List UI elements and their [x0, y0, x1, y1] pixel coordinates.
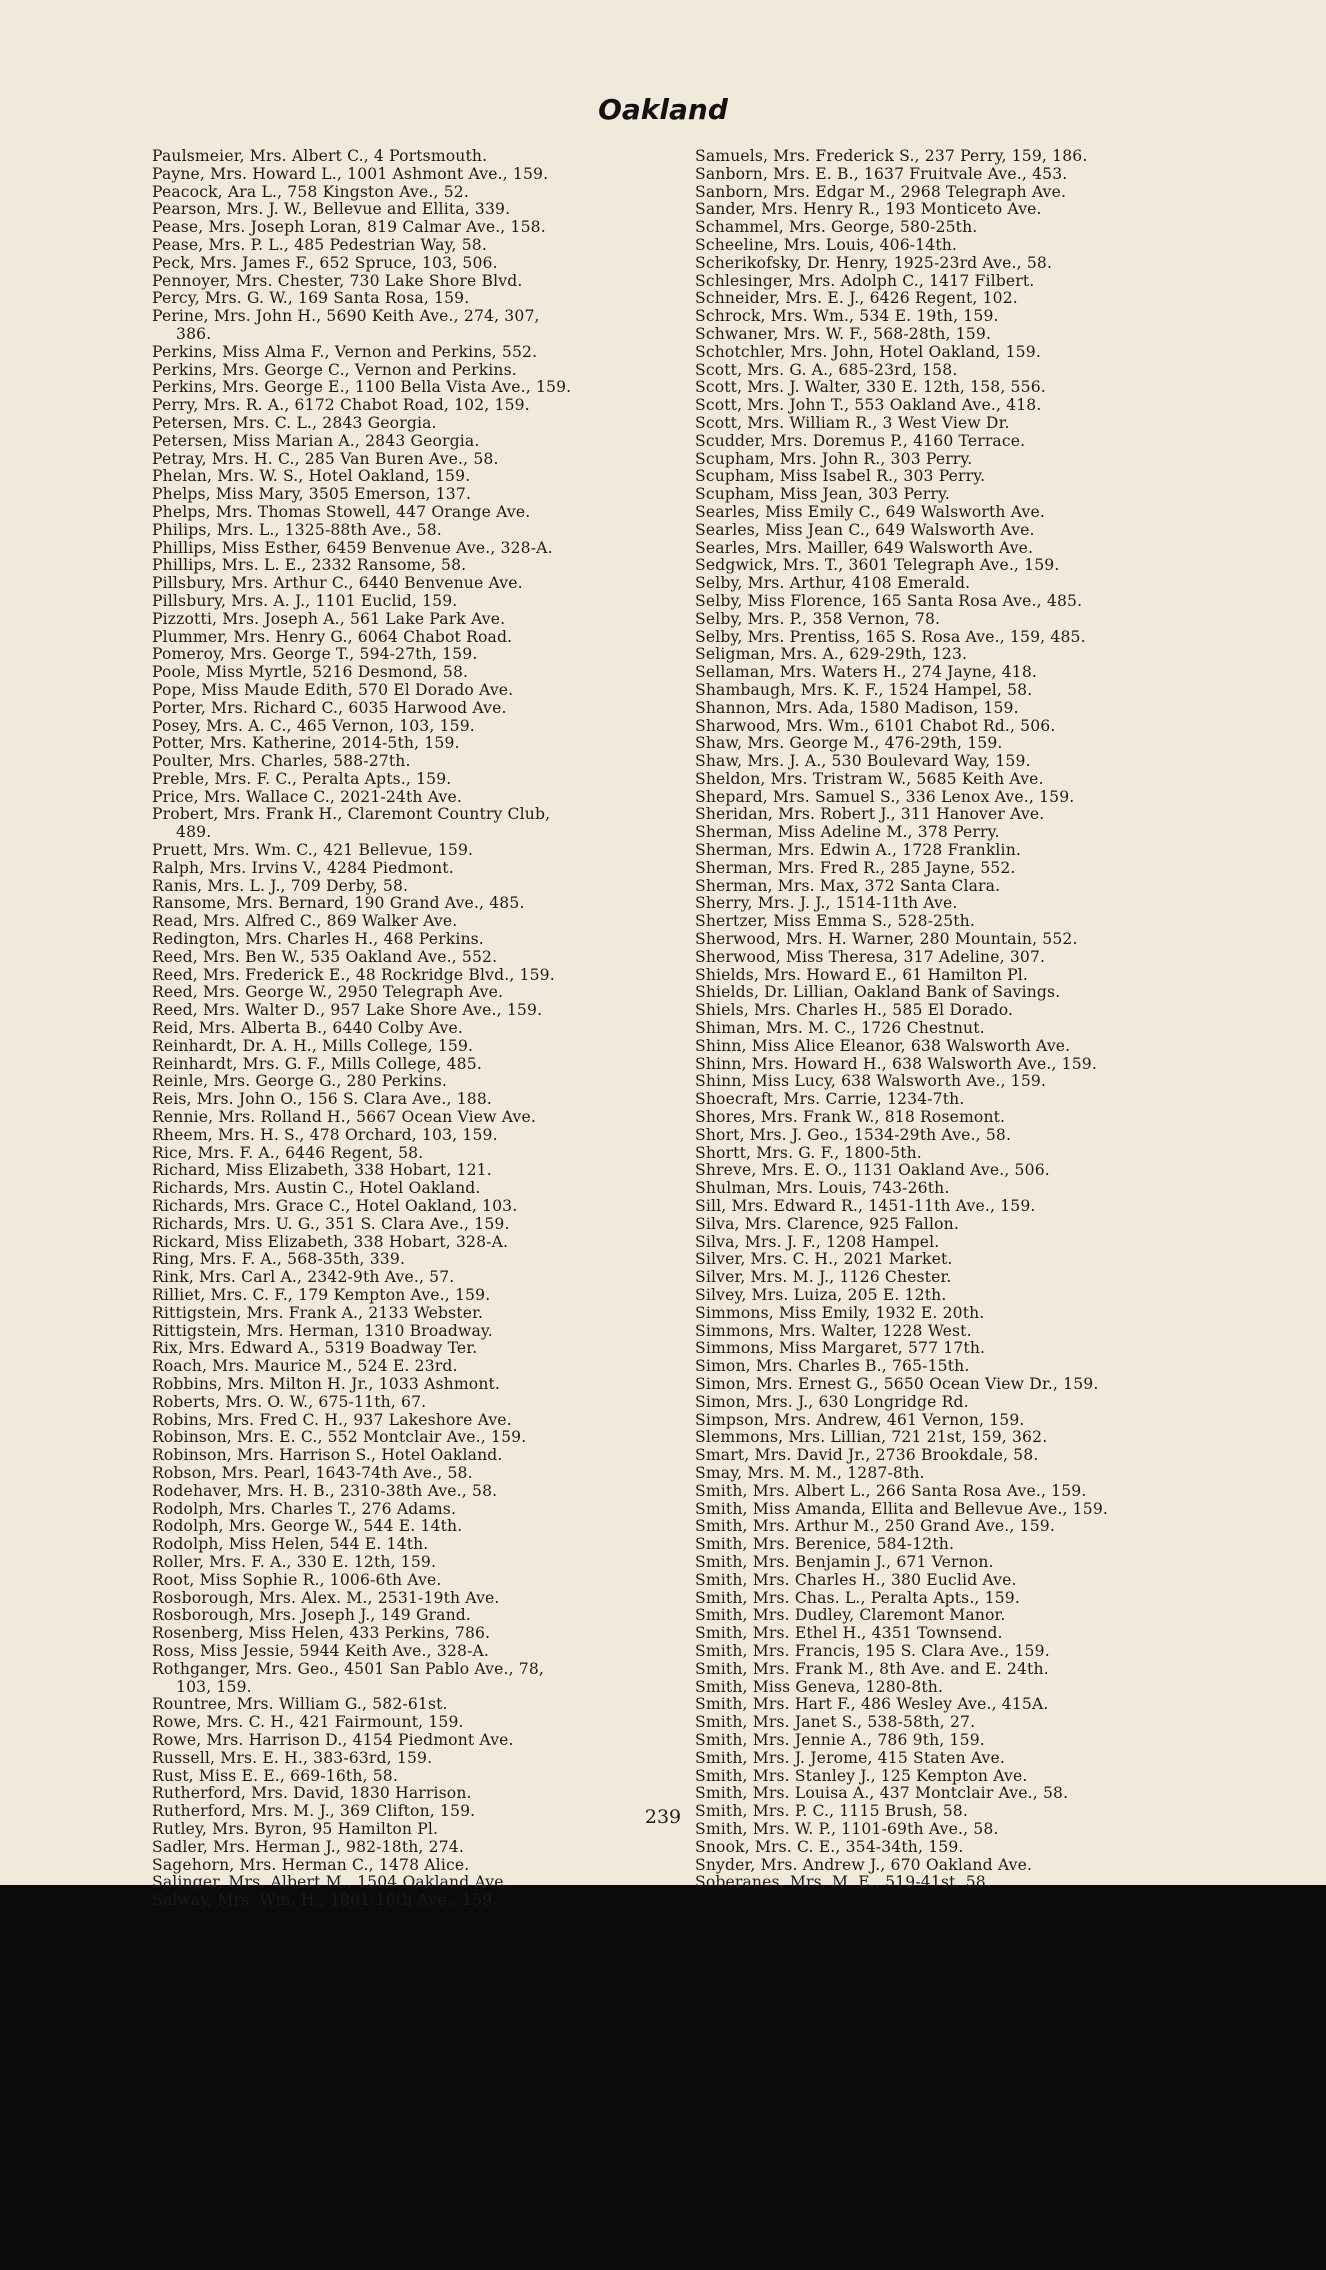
directory-entry: Sherwood, Miss Theresa, 317 Adeline, 307.	[695, 947, 1046, 966]
directory-entry: Smay, Mrs. M. M., 1287-8th.	[695, 1463, 925, 1482]
directory-entry: Scott, Mrs. William R., 3 West View Dr.	[695, 413, 1010, 432]
directory-entry: Phillips, Mrs. L. E., 2332 Ransome, 58.	[152, 556, 467, 575]
directory-entry: Simmons, Miss Emily, 1932 E. 20th.	[695, 1303, 985, 1322]
directory-entry: Porter, Mrs. Richard C., 6035 Harwood Ave.	[152, 698, 507, 717]
directory-entry: Snyder, Mrs. Andrew J., 670 Oakland Ave.	[695, 1855, 1033, 1874]
directory-entry: Smith, Mrs. Francis, 195 S. Clara Ave., 159.	[695, 1641, 1050, 1660]
directory-entry: Sedgwick, Mrs. T., 3601 Telegraph Ave., 159.	[695, 556, 1060, 575]
directory-entry: Richards, Mrs. U. G., 351 S. Clara Ave., 159.	[152, 1214, 510, 1233]
directory-entry: Sellaman, Mrs. Waters H., 274 Jayne, 418.	[695, 663, 1038, 682]
directory-entry: Pizzotti, Mrs. Joseph A., 561 Lake Park Ave.	[152, 609, 506, 628]
directory-entry: Percy, Mrs. G. W., 169 Santa Rosa, 159.	[152, 289, 470, 308]
directory-entry: Schlesinger, Mrs. Adolph C., 1417 Filbert.	[695, 271, 1035, 290]
directory-entry: Preble, Mrs. F. C., Peralta Apts., 159.	[152, 769, 452, 788]
directory-entry: Pillsbury, Mrs. Arthur C., 6440 Benvenue Ave.	[152, 574, 523, 593]
directory-entry: Ring, Mrs. F. A., 568-35th, 339.	[152, 1250, 406, 1269]
directory-entry: Sanborn, Mrs. E. B., 1637 Fruitvale Ave., 453.	[695, 164, 1068, 183]
directory-entry: Smith, Mrs. P. C., 1115 Brush, 58.	[695, 1802, 968, 1821]
directory-entry: Plummer, Mrs. Henry G., 6064 Chabot Road.	[152, 627, 513, 646]
directory-entry: Reinhardt, Mrs. G. F., Mills College, 485.	[152, 1054, 482, 1073]
directory-entry: Smith, Mrs. J. Jerome, 415 Staten Ave.	[695, 1748, 1006, 1767]
directory-entry: Smith, Mrs. Chas. L., Peralta Apts., 159.	[695, 1588, 1020, 1607]
directory-entry: Peck, Mrs. James F., 652 Spruce, 103, 506.	[152, 253, 498, 272]
directory-entry: Shaw, Mrs. George M., 476-29th, 159.	[695, 734, 1003, 753]
directory-entry: Reinhardt, Dr. A. H., Mills College, 159.	[152, 1036, 474, 1055]
directory-entry: Robson, Mrs. Pearl, 1643-74th Ave., 58.	[152, 1463, 473, 1482]
directory-entry: Shiels, Mrs. Charles H., 585 El Dorado.	[695, 1001, 1014, 1020]
directory-entry: Searles, Mrs. Mailler, 649 Walsworth Ave.	[695, 538, 1034, 557]
directory-entry: Seligman, Mrs. A., 629-29th, 123.	[695, 645, 968, 664]
directory-entry: Rilliet, Mrs. C. F., 179 Kempton Ave., 159.	[152, 1286, 491, 1304]
directory-entry: Phelan, Mrs. W. S., Hotel Oakland, 159.	[152, 467, 471, 486]
directory-entry: Phillips, Miss Esther, 6459 Benvenue Ave., 328-A.	[152, 538, 553, 557]
directory-entry: Reed, Mrs. Frederick E., 48 Rockridge Blvd., 159.	[152, 965, 555, 984]
directory-entry: Phelps, Mrs. Thomas Stowell, 447 Orange Ave.	[152, 502, 531, 521]
directory-entry: Scheeline, Mrs. Louis, 406-14th.	[695, 235, 958, 254]
directory-entry: Rheem, Mrs. H. S., 478 Orchard, 103, 159.	[152, 1125, 498, 1144]
directory-entry: Philips, Mrs. L., 1325-88th Ave., 58.	[152, 520, 442, 539]
directory-entry: Ralph, Mrs. Irvins V., 4284 Piedmont.	[152, 858, 454, 877]
directory-entry: Scott, Mrs. John T., 553 Oakland Ave., 418.	[695, 396, 1042, 415]
directory-entry: Simmons, Mrs. Walter, 1228 West.	[695, 1321, 972, 1340]
directory-entry: Rust, Miss E. E., 669-16th, 58.	[152, 1766, 398, 1785]
directory-entry: Smith, Mrs. Dudley, Claremont Manor.	[695, 1606, 1006, 1625]
directory-entry: Phelps, Miss Mary, 3505 Emerson, 137.	[152, 485, 472, 504]
directory-entry: Sheridan, Mrs. Robert J., 311 Hanover Ave.	[695, 805, 1045, 824]
directory-entry: Sheldon, Mrs. Tristram W., 5685 Keith Ave.	[695, 769, 1044, 788]
directory-entry: Sagehorn, Mrs. Herman C., 1478 Alice.	[152, 1855, 470, 1874]
directory-entry: 386.	[176, 324, 212, 343]
directory-entry: Simpson, Mrs. Andrew, 461 Vernon, 159.	[695, 1410, 1025, 1429]
directory-entry: Ross, Miss Jessie, 5944 Keith Ave., 328-A.	[152, 1641, 490, 1660]
directory-entry: Pease, Mrs. P. L., 485 Pedestrian Way, 58.	[152, 235, 487, 254]
directory-entry: Shambaugh, Mrs. K. F., 1524 Hampel, 58.	[695, 680, 1033, 699]
directory-entry: Pennoyer, Mrs. Chester, 730 Lake Shore Blvd.	[152, 271, 523, 290]
directory-entry: Rickard, Miss Elizabeth, 338 Hobart, 328-A.	[152, 1232, 509, 1251]
directory-entry: Peacock, Ara L., 758 Kingston Ave., 52.	[152, 182, 469, 201]
directory-entry: Payne, Mrs. Howard L., 1001 Ashmont Ave., 159.	[152, 164, 549, 183]
right-column	[695, 148, 1225, 1892]
directory-entry: Simon, Mrs. Ernest G., 5650 Ocean View Dr., 159.	[695, 1374, 1099, 1393]
directory-entry: Robinson, Mrs. E. C., 552 Montclair Ave., 159.	[152, 1428, 527, 1447]
directory-entry: Smith, Mrs. Hart F., 486 Wesley Ave., 415A.	[695, 1695, 1049, 1714]
directory-entry: Rink, Mrs. Carl A., 2342-9th Ave., 57.	[152, 1268, 455, 1287]
directory-entry: Selby, Mrs. Prentiss, 165 S. Rosa Ave., 159, 485.	[695, 627, 1086, 646]
directory-entry: Sill, Mrs. Edward R., 1451-11th Ave., 159.	[695, 1197, 1036, 1216]
directory-entry: Rodehaver, Mrs. H. B., 2310-38th Ave., 58.	[152, 1481, 498, 1500]
directory-entry: Perkins, Mrs. George C., Vernon and Perkins.	[152, 360, 517, 379]
directory-entry: Smith, Mrs. Albert L., 266 Santa Rosa Ave., 159.	[695, 1481, 1087, 1500]
directory-entry: Scott, Mrs. G. A., 685-23rd, 158.	[695, 360, 958, 379]
directory-entry: Salinger, Mrs. Albert M., 1504 Oakland Ave.	[152, 1873, 509, 1892]
directory-entry: Richards, Mrs. Austin C., Hotel Oakland.	[152, 1179, 481, 1198]
directory-entry: Shoecraft, Mrs. Carrie, 1234-7th.	[695, 1090, 965, 1109]
directory-entry: Robins, Mrs. Fred C. H., 937 Lakeshore Ave.	[152, 1410, 512, 1429]
directory-entry: Potter, Mrs. Katherine, 2014-5th, 159.	[152, 734, 460, 753]
directory-entry: Sanborn, Mrs. Edgar M., 2968 Telegraph Ave.	[695, 182, 1067, 201]
directory-entry: Salway, Mrs. Wm. H., 1801-10th Ave., 159.	[152, 1891, 498, 1910]
directory-entry: Ranis, Mrs. L. J., 709 Derby, 58.	[152, 876, 409, 895]
directory-entry: Rutley, Mrs. Byron, 95 Hamilton Pl.	[152, 1819, 439, 1838]
directory-entry: Petray, Mrs. H. C., 285 Van Buren Ave., 58.	[152, 449, 499, 468]
directory-entry: Rowe, Mrs. C. H., 421 Fairmount, 159.	[152, 1713, 464, 1732]
directory-entry: Sadler, Mrs. Herman J., 982-18th, 274.	[152, 1837, 464, 1856]
directory-entry: 489.	[176, 823, 212, 842]
directory-entry: Shannon, Mrs. Ada, 1580 Madison, 159.	[695, 698, 1019, 717]
directory-entry: Shinn, Miss Alice Eleanor, 638 Walsworth Ave.	[695, 1036, 1071, 1055]
directory-entry: Pearson, Mrs. J. W., Bellevue and Ellita, 339.	[152, 200, 511, 219]
directory-entry: Price, Mrs. Wallace C., 2021-24th Ave.	[152, 787, 462, 806]
directory-entry: Sherman, Mrs. Max, 372 Santa Clara.	[695, 876, 1001, 895]
directory-entry: Petersen, Miss Marian A., 2843 Georgia.	[152, 431, 480, 450]
directory-entry: Pease, Mrs. Joseph Loran, 819 Calmar Ave., 158.	[152, 218, 546, 237]
directory-entry: Selby, Miss Florence, 165 Santa Rosa Ave., 485.	[695, 591, 1083, 610]
directory-entry: Smith, Mrs. Stanley J., 125 Kempton Ave.	[695, 1766, 1028, 1785]
directory-entry: Shulman, Mrs. Louis, 743-26th.	[695, 1179, 950, 1198]
directory-entry: Rix, Mrs. Edward A., 5319 Boadway Ter.	[152, 1339, 478, 1358]
directory-entry: Pope, Miss Maude Edith, 570 El Dorado Ave.	[152, 680, 514, 699]
directory-entry: Silver, Mrs. C. H., 2021 Market.	[695, 1250, 953, 1269]
directory-entry: Smith, Miss Geneva, 1280-8th.	[695, 1677, 944, 1696]
directory-entry: Rosborough, Mrs. Joseph J., 149 Grand.	[152, 1606, 472, 1625]
directory-entry: Shertzer, Miss Emma S., 528-25th.	[695, 912, 975, 931]
directory-entry: Rittigstein, Mrs. Herman, 1310 Broadway.	[152, 1321, 493, 1340]
directory-entry: Paulsmeier, Mrs. Albert C., 4 Portsmouth.	[152, 147, 488, 165]
directory-entry: Rutherford, Mrs. David, 1830 Harrison.	[152, 1784, 472, 1803]
directory-entry: Smith, Miss Amanda, Ellita and Bellevue Ave., 159.	[695, 1499, 1109, 1518]
directory-entry: Smith, Mrs. Berenice, 584-12th.	[695, 1535, 955, 1554]
directory-entry: Simon, Mrs. Charles B., 765-15th.	[695, 1357, 970, 1376]
directory-entry: Smith, Mrs. Benjamin J., 671 Vernon.	[695, 1552, 994, 1571]
directory-entry: Snook, Mrs. C. E., 354-34th, 159.	[695, 1837, 964, 1856]
directory-entry: Schotchler, Mrs. John, Hotel Oakland, 159.	[695, 342, 1041, 361]
directory-entry: Perine, Mrs. John H., 5690 Keith Ave., 274, 307,	[152, 307, 540, 326]
directory-entry: Scherikofsky, Dr. Henry, 1925-23rd Ave., 58.	[695, 253, 1053, 272]
page-number: 239	[644, 1806, 682, 1828]
directory-entry: Silva, Mrs. Clarence, 925 Fallon.	[695, 1214, 959, 1233]
directory-entry: Short, Mrs. J. Geo., 1534-29th Ave., 58.	[695, 1125, 1012, 1144]
directory-entry: Samuels, Mrs. Frederick S., 237 Perry, 159, 186.	[695, 147, 1088, 165]
directory-entry: Smith, Mrs. Arthur M., 250 Grand Ave., 159.	[695, 1517, 1055, 1536]
directory-entry: Russell, Mrs. E. H., 383-63rd, 159.	[152, 1748, 433, 1767]
directory-entry: Silver, Mrs. M. J., 1126 Chester.	[695, 1268, 952, 1287]
directory-entry: Schammel, Mrs. George, 580-25th.	[695, 218, 978, 237]
directory-entry: Rosborough, Mrs. Alex. M., 2531-19th Ave.	[152, 1588, 500, 1607]
directory-entry: Simmons, Miss Margaret, 577 17th.	[695, 1339, 986, 1358]
directory-entry: Rountree, Mrs. William G., 582-61st.	[152, 1695, 448, 1714]
directory-entry: Robbins, Mrs. Milton H. Jr., 1033 Ashmont.	[152, 1374, 501, 1393]
directory-entry: Shiman, Mrs. M. C., 1726 Chestnut.	[695, 1019, 985, 1038]
directory-entry: Root, Miss Sophie R., 1006-6th Ave.	[152, 1570, 442, 1589]
directory-entry: Scupham, Miss Jean, 303 Perry.	[695, 485, 950, 504]
directory-entry: Sherman, Mrs. Fred R., 285 Jayne, 552.	[695, 858, 1016, 877]
directory-entry: Sherman, Miss Adeline M., 378 Perry.	[695, 823, 1000, 842]
directory-entry: Roller, Mrs. F. A., 330 E. 12th, 159.	[152, 1552, 437, 1571]
directory-entry: Silvey, Mrs. Luiza, 205 E. 12th.	[695, 1286, 947, 1304]
directory-entry: Scott, Mrs. J. Walter, 330 E. 12th, 158, 556.	[695, 378, 1046, 397]
directory-entry: Scudder, Mrs. Doremus P., 4160 Terrace.	[695, 431, 1026, 450]
directory-entry: Shores, Mrs. Frank W., 818 Rosemont.	[695, 1108, 1006, 1127]
directory-entry: Pomeroy, Mrs. George T., 594-27th, 159.	[152, 645, 478, 664]
directory-entry: Smart, Mrs. David Jr., 2736 Brookdale, 58.	[695, 1446, 1039, 1465]
left-column	[152, 148, 727, 1910]
directory-entry: Smith, Mrs. Charles H., 380 Euclid Ave.	[695, 1570, 1017, 1589]
directory-entry: Pruett, Mrs. Wm. C., 421 Bellevue, 159.	[152, 841, 474, 860]
directory-entry: Poulter, Mrs. Charles, 588-27th.	[152, 752, 411, 771]
directory-entry: Roach, Mrs. Maurice M., 524 E. 23rd.	[152, 1357, 458, 1376]
directory-entry: Searles, Miss Emily C., 649 Walsworth Ave.	[695, 502, 1045, 521]
directory-entry: Schrock, Mrs. Wm., 534 E. 19th, 159.	[695, 307, 999, 326]
directory-entry: Rennie, Mrs. Rolland H., 5667 Ocean View Ave.	[152, 1108, 536, 1127]
directory-entry: Scupham, Miss Isabel R., 303 Perry.	[695, 467, 986, 486]
directory-entry: Simon, Mrs. J., 630 Longridge Rd.	[695, 1392, 969, 1411]
directory-entry: Perkins, Mrs. George E., 1100 Bella Vista Ave., 159.	[152, 378, 572, 397]
directory-entry: Smith, Mrs. W. P., 1101-69th Ave., 58.	[695, 1819, 999, 1838]
directory-entry: Shreve, Mrs. E. O., 1131 Oakland Ave., 506.	[695, 1161, 1050, 1180]
directory-entry: Perry, Mrs. R. A., 6172 Chabot Road, 102, 159.	[152, 396, 530, 415]
directory-entry: Shepard, Mrs. Samuel S., 336 Lenox Ave., 159.	[695, 787, 1075, 806]
directory-entry: Reinle, Mrs. George G., 280 Perkins.	[152, 1072, 447, 1091]
directory-entry: Searles, Miss Jean C., 649 Walsworth Ave.	[695, 520, 1035, 539]
directory-entry: Shields, Dr. Lillian, Oakland Bank of Savings.	[695, 983, 1061, 1002]
directory-entry: Silva, Mrs. J. F., 1208 Hampel.	[695, 1232, 940, 1251]
directory-entry: Shinn, Mrs. Howard H., 638 Walsworth Ave., 159.	[695, 1054, 1097, 1073]
directory-entry: Robinson, Mrs. Harrison S., Hotel Oakland.	[152, 1446, 503, 1465]
directory-entry: Sharwood, Mrs. Wm., 6101 Chabot Rd., 506.	[695, 716, 1056, 735]
directory-entry: Shortt, Mrs. G. F., 1800-5th.	[695, 1143, 922, 1162]
directory-entry: Smith, Mrs. Ethel H., 4351 Townsend.	[695, 1624, 1003, 1643]
directory-entry: Petersen, Mrs. C. L., 2843 Georgia.	[152, 413, 437, 432]
directory-entry: Pillsbury, Mrs. A. J., 1101 Euclid, 159.	[152, 591, 458, 610]
directory-entry: Posey, Mrs. A. C., 465 Vernon, 103, 159.	[152, 716, 475, 735]
directory-entry: Rosenberg, Miss Helen, 433 Perkins, 786.	[152, 1624, 491, 1643]
directory-entry: Rittigstein, Mrs. Frank A., 2133 Webster.	[152, 1303, 484, 1322]
directory-entry: Rutherford, Mrs. M. J., 369 Clifton, 159.	[152, 1802, 476, 1821]
directory-entry: Sander, Mrs. Henry R., 193 Monticeto Ave.	[695, 200, 1042, 219]
directory-entry: Sherwood, Mrs. H. Warner, 280 Mountain, 552.	[695, 930, 1078, 949]
directory-entry: Shaw, Mrs. J. A., 530 Boulevard Way, 159.	[695, 752, 1031, 771]
directory-entry: Poole, Miss Myrtle, 5216 Desmond, 58.	[152, 663, 469, 682]
directory-entry: Roberts, Mrs. O. W., 675-11th, 67.	[152, 1392, 427, 1411]
directory-entry: Perkins, Miss Alma F., Vernon and Perkins, 552.	[152, 342, 538, 361]
directory-entry: Selby, Mrs. P., 358 Vernon, 78.	[695, 609, 941, 628]
directory-entry: Reed, Mrs. Ben W., 535 Oakland Ave., 552.	[152, 947, 498, 966]
directory-entry: Scupham, Mrs. John R., 303 Perry.	[695, 449, 973, 468]
directory-entry: Richard, Miss Elizabeth, 338 Hobart, 121.	[152, 1161, 492, 1180]
directory-entry: Redington, Mrs. Charles H., 468 Perkins.	[152, 930, 484, 949]
directory-entry: Richards, Mrs. Grace C., Hotel Oakland, 103.	[152, 1197, 518, 1216]
directory-entry: Rodolph, Mrs. George W., 544 E. 14th.	[152, 1517, 463, 1536]
directory-entry: Read, Mrs. Alfred C., 869 Walker Ave.	[152, 912, 458, 931]
directory-entry: Reid, Mrs. Alberta B., 6440 Colby Ave.	[152, 1019, 463, 1038]
directory-entry: Rothganger, Mrs. Geo., 4501 San Pablo Ave., 78,	[152, 1659, 545, 1678]
directory-entry: Rice, Mrs. F. A., 6446 Regent, 58.	[152, 1143, 424, 1162]
directory-entry: Rowe, Mrs. Harrison D., 4154 Piedmont Ave.	[152, 1730, 514, 1749]
directory-entry: Selby, Mrs. Arthur, 4108 Emerald.	[695, 574, 971, 593]
directory-entry: 103, 159.	[176, 1677, 252, 1696]
directory-entry: Shinn, Miss Lucy, 638 Walsworth Ave., 159.	[695, 1072, 1047, 1091]
directory-entry: Soberanes, Mrs. M. E., 519-41st, 58.	[695, 1873, 991, 1892]
directory-entry: Reis, Mrs. John O., 156 S. Clara Ave., 188.	[152, 1090, 493, 1109]
directory-entry: Ransome, Mrs. Bernard, 190 Grand Ave., 485.	[152, 894, 525, 913]
directory-entry: Sherry, Mrs. J. J., 1514-11th Ave.	[695, 894, 958, 913]
directory-entry: Probert, Mrs. Frank H., Claremont Country Club,	[152, 805, 551, 824]
directory-entry: Slemmons, Mrs. Lillian, 721 21st, 159, 362.	[695, 1428, 1048, 1447]
directory-entry: Shields, Mrs. Howard E., 61 Hamilton Pl.	[695, 965, 1028, 984]
directory-entry: Smith, Mrs. Jennie A., 786 9th, 159.	[695, 1730, 985, 1749]
directory-entry: Smith, Mrs. Frank M., 8th Ave. and E. 24th.	[695, 1659, 1049, 1678]
directory-entry: Reed, Mrs. George W., 2950 Telegraph Ave.	[152, 983, 504, 1002]
directory-entry: Reed, Mrs. Walter D., 957 Lake Shore Ave., 159.	[152, 1001, 543, 1020]
directory-entry: Rodolph, Miss Helen, 544 E. 14th.	[152, 1535, 429, 1554]
directory-entry: Sherman, Mrs. Edwin A., 1728 Franklin.	[695, 841, 1021, 860]
directory-entry: Smith, Mrs. Louisa A., 437 Montclair Ave., 58.	[695, 1784, 1069, 1803]
directory-entry: Smith, Mrs. Janet S., 538-58th, 27.	[695, 1713, 976, 1732]
directory-entry: Rodolph, Mrs. Charles T., 276 Adams.	[152, 1499, 457, 1518]
page-title: Oakland	[598, 93, 728, 126]
directory-entry: Schwaner, Mrs. W. F., 568-28th, 159.	[695, 324, 992, 343]
directory-entry: Schneider, Mrs. E. J., 6426 Regent, 102.	[695, 289, 1018, 308]
